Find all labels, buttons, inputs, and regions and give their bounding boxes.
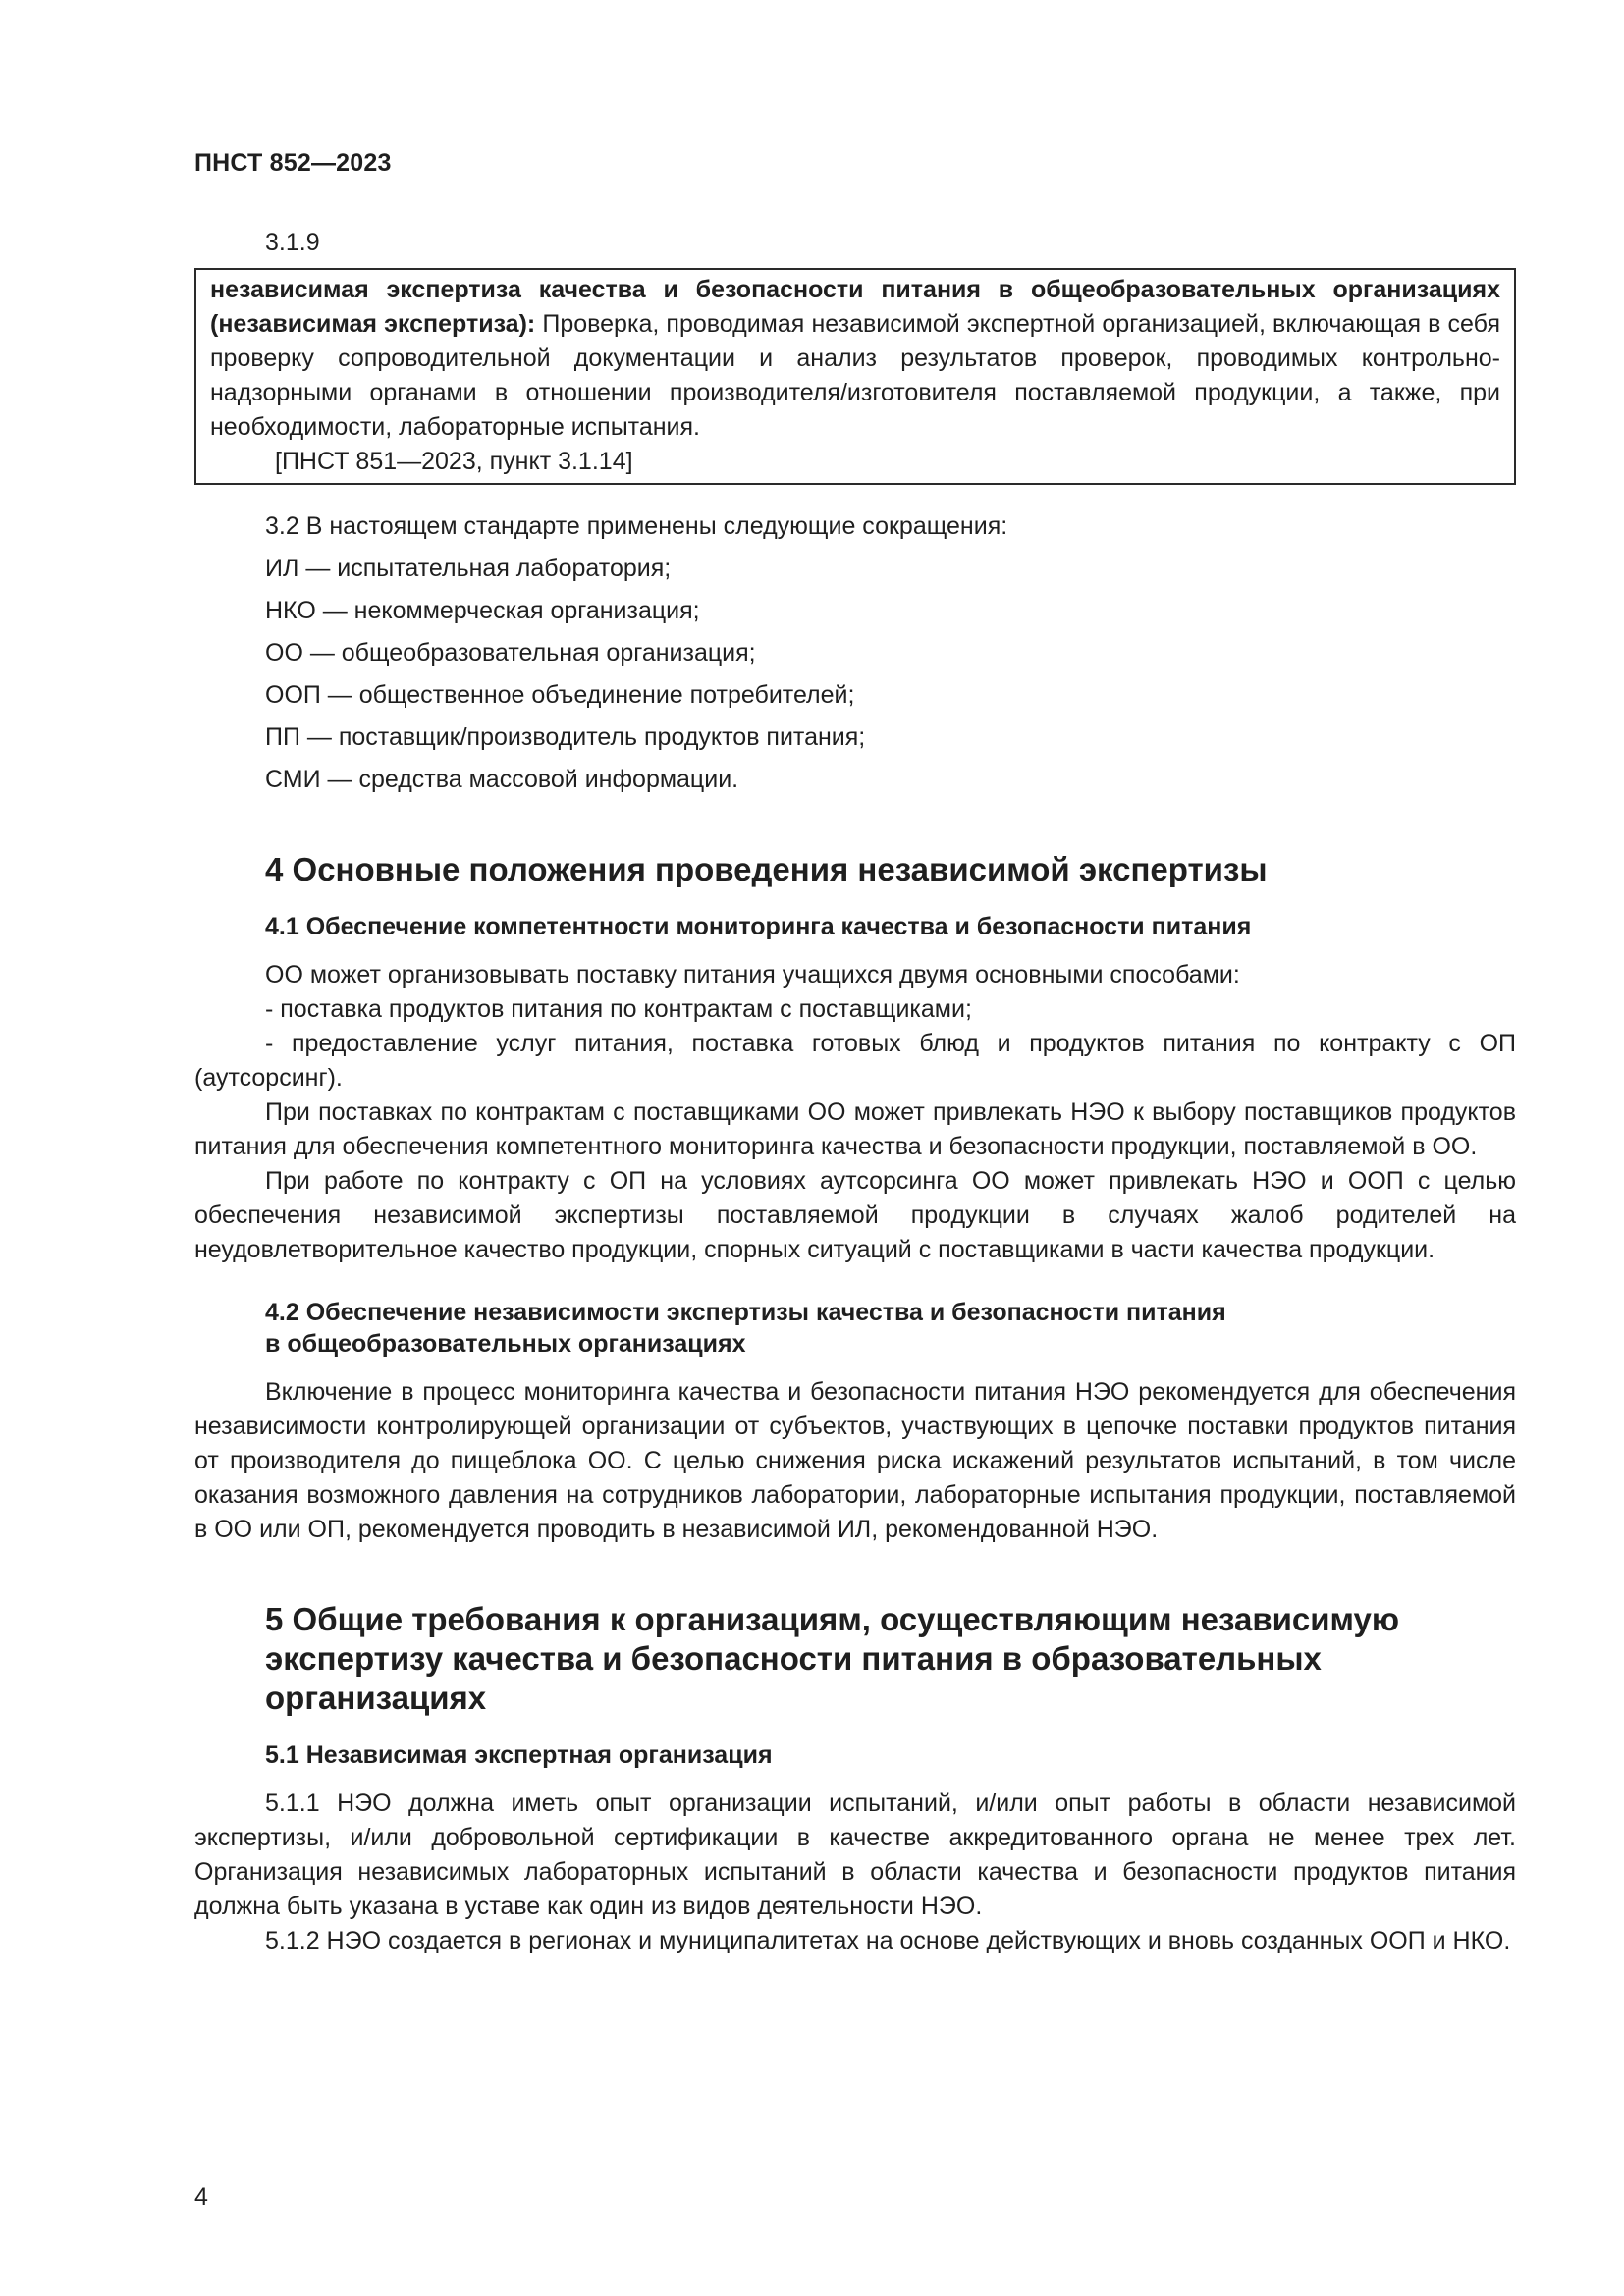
section-4-heading: 4 Основные положения проведения независимой экспертизы [265,851,1268,887]
term-reference: [ПНСТ 851—2023, пункт 3.1.14] [275,448,633,475]
term-definition-box [194,268,1516,485]
paragraph: 5.1.2 НЭО создается в регионах и муниципалитетах на основе действующих и вновь созданных ООП и НКО. [265,1927,1511,1954]
section-5-heading-line: организациях [265,1680,487,1716]
abbreviations-intro: 3.2 В настоящем стандарте применены следующие сокращения: [265,512,1008,540]
term-number: 3.1.9 [265,229,320,256]
page-number: 4 [194,2183,208,2211]
abbreviation-item: ОО — общеобразовательная организация; [265,639,756,667]
abbreviation-item: ООП — общественное объединение потребителей; [265,681,855,709]
paragraph: Включение в процесс мониторинга качества и безопасности питания НЭО рекомендуется для обеспечения независимости контролирующей организации от субъектов, участвующих в цепочке поставки продуктов питания от производителя до пищеблока ОО. С целью снижения риска искажений результатов испытаний, в том числе оказания возможного давления на сотрудников лаборатории, лабораторные испытания продукции, поставляемой в ОО или ОП, рекомендуется проводить в независимой ИЛ, рекомендованной НЭО. [194,1378,1516,1543]
section-5-heading-line: экспертизу качества и безопасности питания в образовательных [265,1640,1322,1677]
section-5-heading-line: 5 Общие требования к организациям, осуществляющим независимую [265,1601,1400,1637]
abbreviation-item: ИЛ — испытательная лаборатория; [265,555,672,582]
section-5-1-heading: 5.1 Независимая экспертная организация [265,1741,773,1769]
paragraph: При поставках по контрактам с поставщиками ОО может привлекать НЭО к выбору поставщиков продуктов питания для обеспечения компетентного мониторинга качества и безопасности продукции, поставляемой в ОО. [194,1098,1516,1160]
section-4-1-heading: 4.1 Обеспечение компетентности мониторинга качества и безопасности питания [265,913,1252,940]
term-definition [210,273,1500,445]
term-bold: независимая экспертиза качества и безопасности питания в общеобразовательных организациях (независимая экспертиза): [210,276,1500,338]
section-4-2-heading [265,1297,1516,1360]
section-4-2-heading-line: 4.2 Обеспечение независимости экспертизы качества и безопасности питания [265,1299,1226,1326]
paragraph: При работе по контракту с ОП на условиях аутсорсинга ОО может привлекать НЭО и ООП с целью обеспечения независимой экспертизы поставляемой продукции в случаях жалоб родителей на неудовлетворительное качество продукции, спорных ситуаций с поставщиками в части качества продукции. [194,1167,1516,1263]
term-text: Проверка, проводимая независимой экспертной организацией, включающая в себя проверку сопроводительной документации и анализ результатов проверок, проводимых контрольно-надзорными органами в отношении производителя/изготовителя поставляемой продукции, а также, при необходимости, лабораторные испытания. [210,310,1500,441]
paragraph: 5.1.1 НЭО должна иметь опыт организации испытаний, и/или опыт работы в области независимой экспертизы, и/или добровольной сертификации в качестве аккредитованного органа не менее трех лет. Организация независимых лабораторных испытаний в области качества и безопасности продуктов питания должна быть указана в уставе как один из видов деятельности НЭО. [194,1789,1516,1920]
list-item: - поставка продуктов питания по контрактам с поставщиками; [265,995,972,1023]
abbreviation-item: НКО — некоммерческая организация; [265,597,700,624]
page-content [194,226,1516,1958]
document-id: ПНСТ 852—2023 [194,149,392,177]
list-item: - предоставление услуг питания, поставка готовых блюд и продуктов питания по контракту с ОП (аутсорсинг). [194,1030,1516,1092]
section-5-heading [265,1600,1516,1718]
paragraph: ОО может организовывать поставку питания учащихся двумя основными способами: [265,961,1240,988]
section-4-2-heading-line: в общеобразовательных организациях [265,1330,746,1358]
abbreviation-item: СМИ — средства массовой информации. [265,766,739,793]
abbreviation-item: ПП — поставщик/производитель продуктов питания; [265,723,866,751]
